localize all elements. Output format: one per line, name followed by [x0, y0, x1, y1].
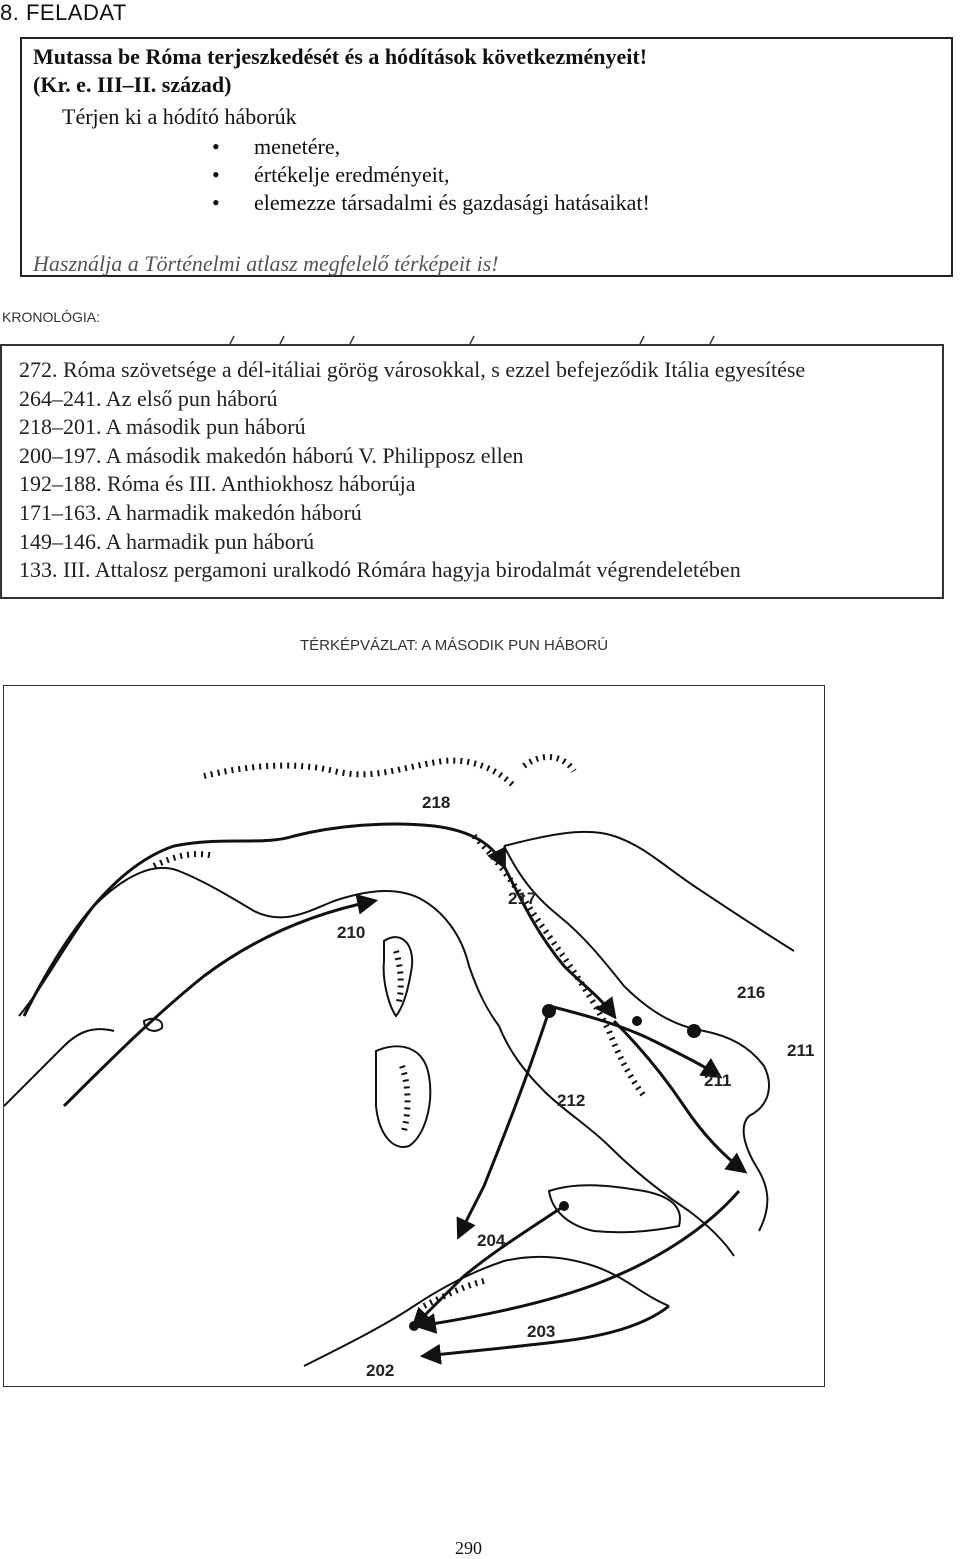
mountain-hatching: [154, 757, 644, 1306]
battle-site-dot: [559, 1201, 569, 1211]
italy-west-coast-line: [499, 1026, 734, 1256]
corsica-hatching: [396, 951, 401, 1006]
map-label-203: 203: [527, 1322, 556, 1341]
task-title-line-1: Mutassa be Róma terjeszkedését és a hódítások következményeit!: [33, 44, 648, 69]
map-label-218: 218: [422, 793, 451, 812]
task-intro: Térjen ki a hódító háborúk: [62, 104, 297, 129]
task-heading: 8. FELADAT: [0, 0, 127, 25]
map-label-211-south: 211: [704, 1071, 732, 1090]
chronology-entry: 192–188. Róma és III. Anthiokhosz háborúja: [19, 471, 416, 497]
sicily-coast-line: [549, 1185, 680, 1232]
second-punic-war-map: [4, 686, 825, 1387]
task-title-line-2: (Kr. e. III–II. század): [33, 72, 232, 97]
spain-coast-line: [4, 1029, 114, 1106]
chronology-entry: 149–146. A harmadik pun háború: [19, 528, 315, 554]
task-bullet: • menetére,: [62, 133, 650, 161]
apennines-hatching: [474, 836, 644, 1096]
map-label-211-east: 211: [787, 1041, 815, 1060]
corsica-coast-line: [384, 937, 413, 1016]
task-title: [33, 43, 647, 99]
chronology-entry: 133. III. Attalosz pergamoni uralkodó Rómára hagyja birodalmát végrendeletében: [19, 557, 741, 583]
battle-site-dot: [542, 1004, 556, 1018]
map-label-202: 202: [366, 1361, 395, 1380]
gaul-coast-line: [19, 868, 499, 1026]
chronology-entry: 171–163. A harmadik makedón háború: [19, 499, 362, 525]
chronology-entry: 218–201. A második pun háború: [19, 414, 306, 440]
chronology-list: [19, 356, 805, 585]
north-adriatic-coast-line: [504, 832, 794, 951]
page-number: 290: [455, 1538, 482, 1558]
map-frame: [3, 685, 825, 1387]
chronology-entry: 264–241. Az első pun háború: [19, 385, 278, 411]
route-212-arrow: [459, 1011, 549, 1236]
sardinia-hatching: [402, 1066, 408, 1131]
battle-site-dot: [409, 1321, 419, 1331]
northern-hatching: [524, 757, 574, 771]
map-label-216: 216: [737, 983, 766, 1002]
battle-site-dot: [687, 1024, 701, 1038]
route-203-arrow: [419, 1191, 739, 1326]
coastlines: [4, 832, 794, 1366]
task-bullet: • értékelje eredményeit,: [62, 161, 650, 189]
campaign-routes: [24, 824, 744, 1356]
map-label-210: 210: [337, 923, 366, 942]
italy-east-coast-line: [504, 846, 769, 1231]
pyrenees-hatching: [154, 854, 214, 866]
task-box: [20, 37, 953, 277]
map-label-204: 204: [477, 1231, 506, 1250]
alps-hatching: [204, 761, 514, 786]
sardinia-coast-line: [376, 1046, 430, 1147]
chronology-box: [0, 344, 944, 599]
chronology-label: KRONOLÓGIA:: [2, 309, 101, 325]
atlas-note: Használja a Történelmi atlasz megfelelő térképeit is!: [33, 251, 499, 276]
route-211-arrow: [614, 1021, 744, 1171]
chronology-entry: 200–197. A második makedón háború V. Philipposz ellen: [19, 442, 524, 468]
map-title: TÉRKÉPVÁZLAT: A MÁSODIK PUN HÁBORÚ: [300, 637, 609, 654]
chronology-entry: 272. Róma szövetsége a dél-itáliai görög városokkal, s ezzel befejeződik Itália egyesítése: [19, 357, 806, 382]
map-label-212: 212: [557, 1091, 586, 1110]
battle-site-dot: [632, 1016, 642, 1026]
task-bullet-list: [62, 133, 650, 217]
task-bullet: • elemezze társadalmi és gazdasági hatásaikat!: [62, 189, 650, 217]
map-label-217: 217: [508, 889, 537, 908]
route-210-arrow: [64, 901, 374, 1106]
route-218-arrow: [24, 824, 504, 1016]
